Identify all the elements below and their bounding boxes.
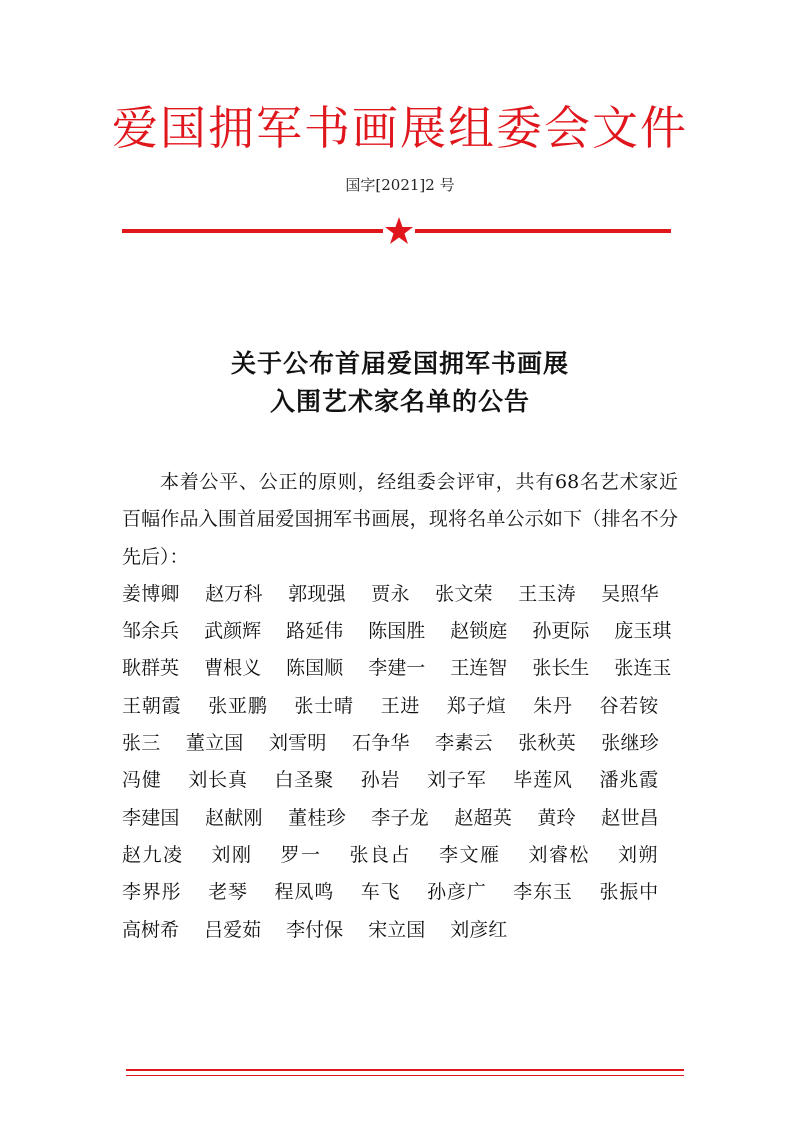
artist-name: 王连智: [450, 657, 508, 680]
artist-name: 张文荣: [435, 582, 493, 605]
artist-name: 黄玲: [537, 806, 576, 829]
artist-name: 李子龙: [371, 806, 429, 829]
artist-name: 张长生: [532, 657, 590, 680]
artist-name: 刘长真: [188, 769, 248, 792]
artist-name: 李界彤: [122, 881, 182, 904]
artist-name: 毕莲风: [513, 769, 573, 792]
artist-name: 孙更际: [532, 620, 590, 643]
artist-name: 张三: [122, 732, 161, 755]
artist-name: 赵万科: [205, 582, 263, 605]
artist-name: 车飞: [360, 881, 401, 904]
artist-name: 张士晴: [294, 694, 354, 717]
artist-name: 姜博卿: [122, 582, 180, 605]
announcement-title: [0, 345, 800, 421]
artist-name: 路延伟: [286, 620, 344, 643]
artist-name: 赵超英: [454, 806, 512, 829]
artist-name: 张连玉: [614, 657, 672, 680]
announcement-title-line2: 入围艺术家名单的公告: [269, 387, 530, 416]
artist-name: 高树希: [122, 918, 180, 941]
artist-name: 程凤鸣: [274, 881, 335, 904]
artist-name: 张亚鹏: [208, 694, 268, 717]
artist-name: 刘子军: [427, 769, 487, 792]
artist-name: 李东玉: [513, 881, 573, 904]
artist-name: 吴照华: [601, 582, 659, 605]
artist-name: 李付保: [286, 918, 344, 941]
artist-name: 张秋英: [518, 732, 576, 755]
artist-name: 罗一: [280, 843, 322, 866]
artist-name: 赵九凌: [122, 843, 184, 866]
artist-name: 宋立国: [368, 918, 426, 941]
artist-name: 刘睿松: [528, 843, 590, 866]
announcement-body: [122, 464, 678, 949]
document-header-title: 爱国拥军书画展组委会文件: [112, 101, 688, 155]
announcement-title-line1: 关于公布首届爱国拥军书画展: [230, 349, 569, 378]
artist-name: 郑子煊: [446, 694, 507, 717]
artist-name: 张振中: [599, 881, 659, 904]
artist-name: 张继珍: [601, 732, 659, 755]
artist-name: 董立国: [185, 732, 244, 755]
artist-name: 曹根义: [204, 657, 262, 680]
artist-name: 朱丹: [533, 694, 573, 717]
artist-name: 李素云: [435, 732, 493, 755]
artist-name: 老琴: [208, 881, 248, 904]
header-divider-right: [415, 229, 671, 233]
artist-name: 耿群英: [122, 657, 180, 680]
artist-name: 刘朔: [617, 843, 659, 866]
artist-name: 石争华: [352, 732, 410, 755]
artist-name: 白圣聚: [274, 769, 335, 792]
artist-name: 王玉涛: [518, 582, 576, 605]
artist-name: 刘雪明: [268, 732, 327, 755]
artist-name: 赵世昌: [601, 806, 659, 829]
artist-name: 王朝霞: [122, 694, 182, 717]
artist-name: 刘刚: [211, 843, 253, 866]
artist-name: 冯健: [122, 769, 162, 792]
announcement-intro: 本着公平、公正的原则，经组委会评审，共有68名艺术家近百幅作品入围首届爱国拥军书画展，现将名单公示如下（排名不分先后）：: [122, 471, 678, 568]
artist-name: 李文雁: [438, 843, 501, 866]
artist-name: 郭现强: [288, 582, 346, 605]
header-divider-left: [122, 229, 383, 233]
artist-name: 李建一: [368, 657, 426, 680]
artist-name: 庞玉琪: [614, 620, 672, 643]
artist-name: 贾永: [371, 582, 410, 605]
footer-divider-thin: [126, 1075, 684, 1076]
artist-name: 吕爱茹: [204, 918, 262, 941]
artist-name: 孙岩: [360, 769, 401, 792]
artist-name: 邹余兵: [122, 620, 180, 643]
artist-name: 潘兆霞: [599, 769, 659, 792]
artist-name: 武颜辉: [204, 620, 262, 643]
artist-name-list: [122, 576, 678, 949]
artist-name: 李建国: [122, 806, 180, 829]
artist-name: 张良占: [349, 843, 411, 866]
artist-name: 董桂珍: [288, 806, 346, 829]
artist-name: 陈国顺: [286, 657, 344, 680]
document-number: 国字[2021]2 号: [345, 176, 455, 194]
artist-name: 刘彦红: [450, 918, 508, 941]
artist-name: 孙彦广: [427, 881, 487, 904]
artist-name: 赵献刚: [205, 806, 263, 829]
star-icon: [384, 217, 414, 245]
artist-name: 陈国胜: [368, 620, 426, 643]
footer-divider-thick: [126, 1069, 684, 1071]
artist-name: 王进: [380, 694, 421, 717]
artist-name: 赵锁庭: [450, 620, 508, 643]
artist-name: 谷若铵: [599, 694, 659, 717]
